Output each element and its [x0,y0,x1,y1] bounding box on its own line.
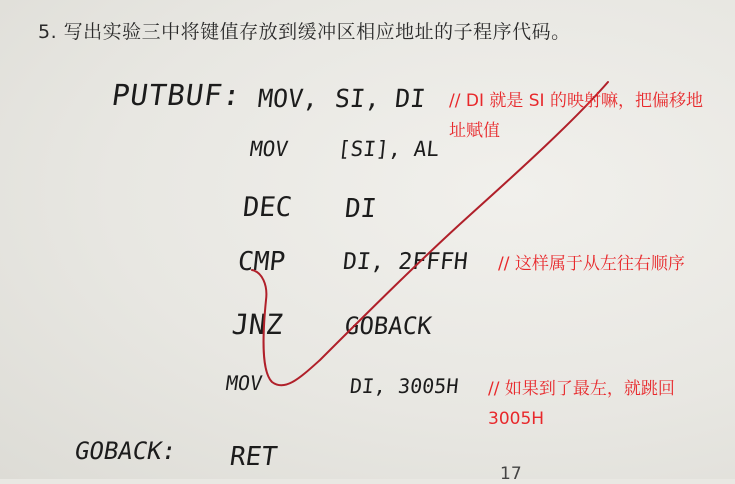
code-line-5-op: JNZ [230,308,285,341]
code-line-1-op: MOV, [256,84,320,113]
annotation-note-3: // 如果到了最左，就跳回 3005H [488,379,675,429]
code-line-4-args: DI, 2FFFH [341,249,469,275]
code-line-2-args: [SI], AL [336,137,441,161]
annotation-note-1: // DI 就是 SI 的映射嘛，把偏移地址赋值 [449,91,703,141]
ret-instruction: RET [227,442,280,472]
code-line-5-args: GOBACK [343,312,434,340]
goback-label: GOBACK: [72,437,179,465]
question-text: 5. 写出实验三中将键值存放到缓冲区相应地址的子程序代码。 [38,21,571,43]
code-line-3-op: DEC [241,192,294,223]
annotation-note-2: // 这样属于从左往右顺序 [498,254,685,274]
putbuf-label: PUTBUF: [109,78,244,112]
code-line-6-op: MOV [224,371,264,395]
page-number: 17 [500,464,522,484]
code-line-3-args: DI [343,194,378,224]
code-line-4-op: CMP [236,247,287,277]
code-line-1-args: SI, DI [333,84,427,113]
code-line-2-op: MOV [248,137,290,161]
code-line-6-args: DI, 3005H [348,374,460,398]
